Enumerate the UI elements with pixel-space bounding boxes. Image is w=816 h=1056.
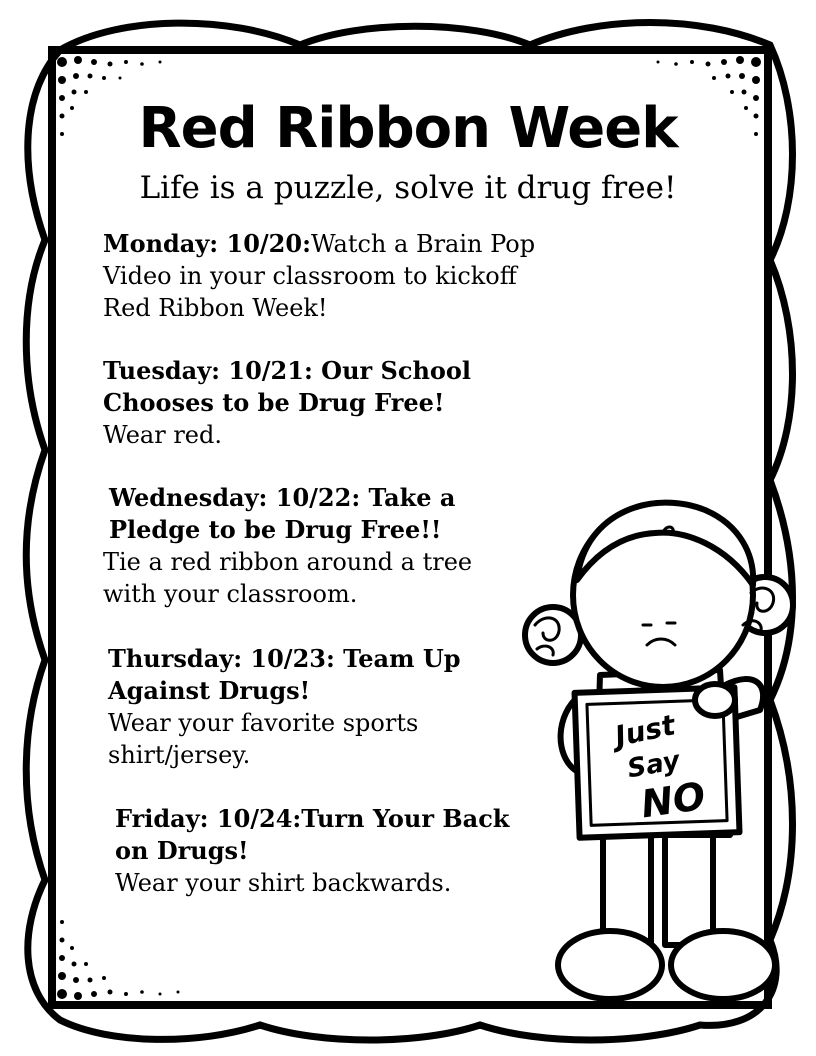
page-subtitle: Life is a puzzle, solve it drug free! [139, 170, 677, 206]
sign-text-just: Just [612, 708, 678, 754]
shoe-right-icon [671, 931, 775, 999]
day-wednesday [103, 482, 533, 610]
day-friday [115, 803, 545, 899]
day-tuesday [103, 355, 523, 451]
page-title: Red Ribbon Week [138, 96, 678, 161]
day-description: Tie a red ribbon around a tree with your classroom. [103, 548, 473, 608]
day-description: Wear your shirt backwards. [115, 869, 452, 897]
day-heading: Wednesday: 10/22: Take a Pledge to be Drug Free!! [109, 483, 456, 544]
day-heading: Friday: 10/24:Turn Your Back on Drugs! [115, 804, 510, 865]
day-heading: Monday: 10/20: [103, 229, 311, 258]
day-monday [103, 228, 543, 324]
day-description: Wear your favorite sports shirt/jersey. [108, 709, 419, 769]
girl-holding-sign-illustration [515, 485, 800, 1025]
day-heading: Tuesday: 10/21: Our School Chooses to be Drug Free! [103, 356, 472, 417]
sign-text-no: NO [638, 773, 708, 827]
sign-text-say: Say [625, 745, 683, 785]
day-description: Watch a Brain Pop Video in your classroom to kickoff Red Ribbon Week! [103, 230, 536, 322]
day-description: Wear red. [103, 421, 222, 449]
dot-cluster-bottom-left [57, 920, 180, 1000]
day-thursday [108, 643, 518, 771]
day-heading: Thursday: 10/23: Team Up Against Drugs! [108, 644, 461, 705]
shoe-left-icon [558, 931, 662, 999]
